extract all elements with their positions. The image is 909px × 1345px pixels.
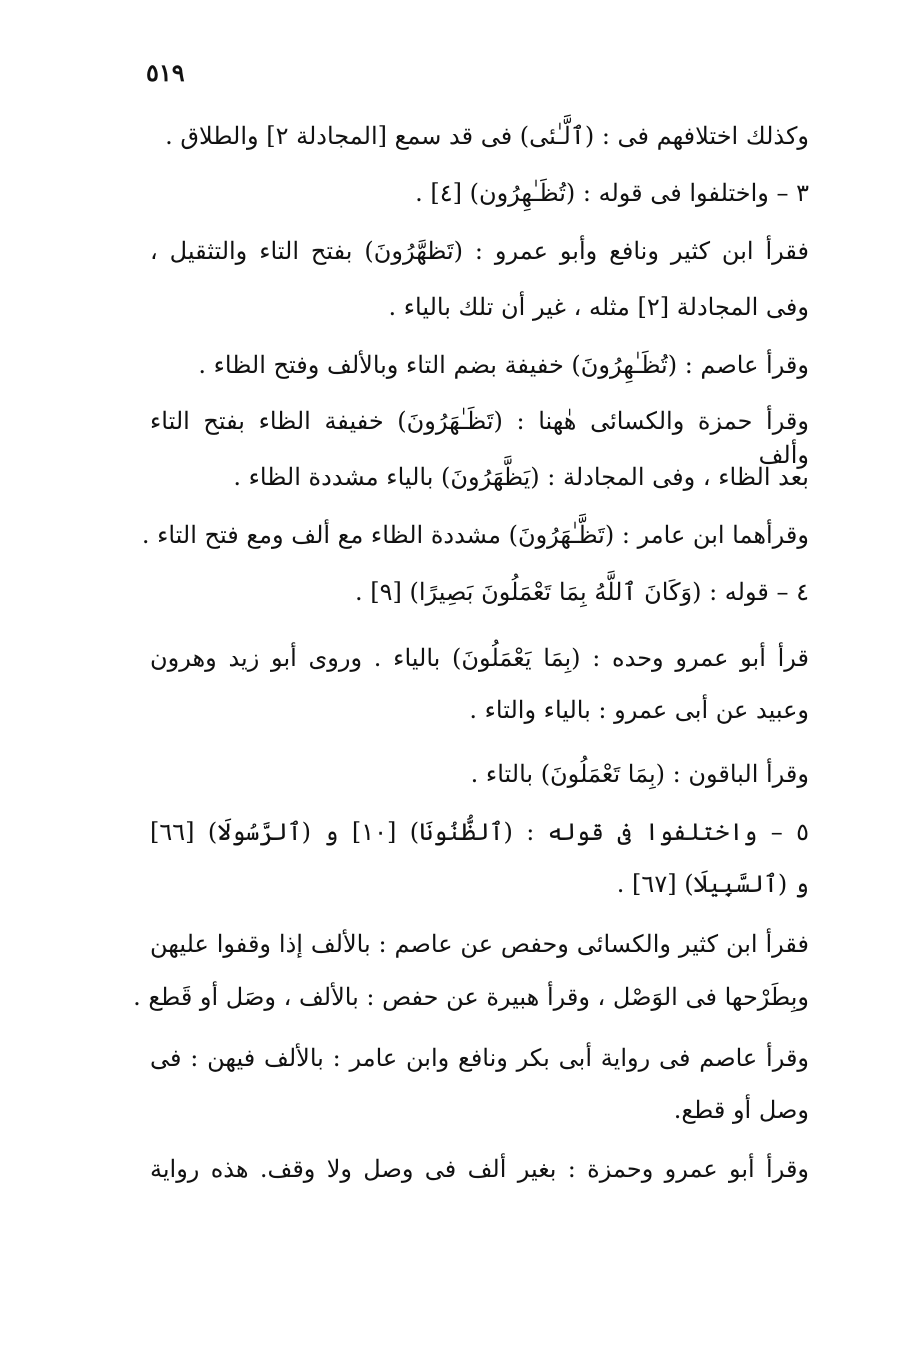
text-line: وفى المجادلة [٢] مثله ، غير أن تلك بالياء .: [388, 293, 809, 321]
text-line: وقرأ عاصم : (تُظَـٰهِرُونَ) خفيفة بضم التاء وبالألف وفتح الظاء .: [198, 351, 809, 379]
text-line: بعد الظاء ، وفى المجادلة : (يَظَّهَرُونَ) بالياء مشددة الظاء .: [233, 463, 809, 491]
text-line: ٥ – واختلفوا فى قوله : (ٱلظُّنُونَا) [١٠] و (ٱلرَّسُولَا) [٦٦]: [150, 818, 810, 846]
text-line: وقرأ الباقون : (بِمَا تَعْمَلُونَ) بالتاء .: [470, 760, 809, 788]
text-line: قرأ أبو عمرو وحده : (بِمَا يَعْمَلُونَ) بالياء . وروى أبو زيد وهرون: [150, 644, 809, 672]
text-line: وكذلك اختلافهم فى : (ٱلَّـٰئى) فى قد سمع [المجادلة ٢] والطلاق .: [165, 122, 809, 150]
page-number: ٥١٩: [146, 58, 185, 87]
text-line: وبِطَرْحها فى الوَصْل ، وقرأ هبيرة عن حفص : بالألف ، وصَل أو قَطع .: [133, 983, 809, 1011]
text-line: وقرأ عاصم فى رواية أبى بكر ونافع وابن عامر : بالألف فيهن : فى: [150, 1044, 809, 1072]
text-line: وصل أو قطع.: [673, 1096, 809, 1124]
text-line: ٣ – واختلفوا فى قوله : (تُظَـٰهِرُون) [٤] .: [415, 179, 809, 207]
text-line: وعبيد عن أبى عمرو : بالياء والتاء .: [469, 696, 809, 724]
text-line: فقرأ ابن كثير والكسائى وحفص عن عاصم : بالألف إذا وقفوا عليهن: [150, 930, 809, 958]
text-line: وقرأ حمزة والكسائى هٰهنا : (تَظَـٰهَرُونَ) خفيفة الظاء بفتح التاء وألف: [150, 407, 809, 469]
text-line: وقرأهما ابن عامر : (تَظَّـٰهَرُونَ) مشددة الظاء مع ألف ومع فتح التاء .: [141, 521, 809, 549]
text-line: وقرأ أبو عمرو وحمزة : بغير ألف فى وصل ولا وقف. هذه رواية: [150, 1155, 809, 1183]
text-line: فقرأ ابن كثير ونافع وأبو عمرو : (تَظهَّرُونَ) بفتح التاء والتثقيل ،: [150, 237, 809, 265]
text-line: ٤ – قوله : (وَكَانَ ٱللَّهُ بِمَا تَعْمَلُونَ بَصِيرًا) [٩] .: [354, 578, 809, 606]
text-line: و (ٱلسَّبِيلَا) [٦٧] .: [616, 870, 809, 898]
